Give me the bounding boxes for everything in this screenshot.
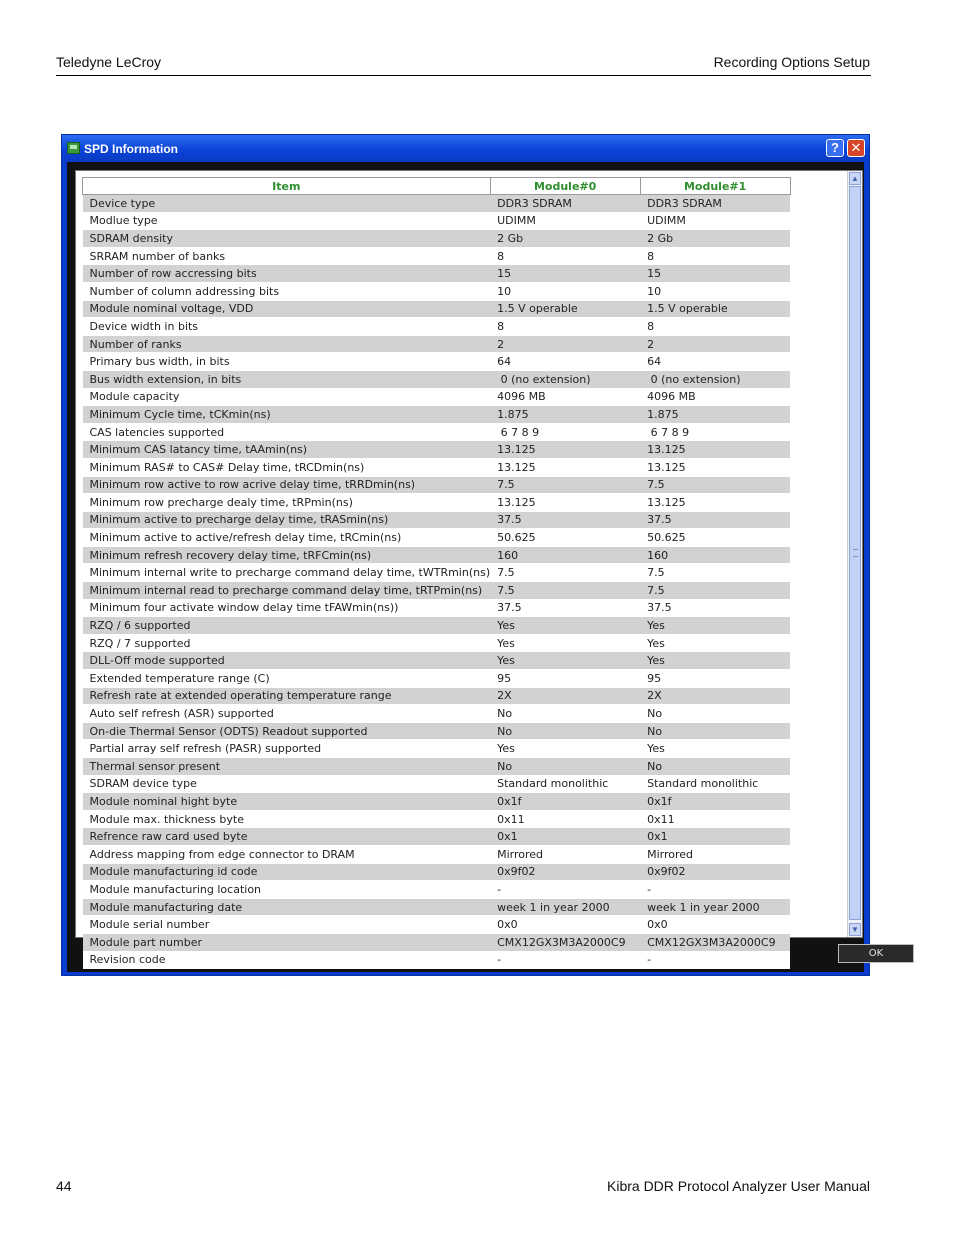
table-row[interactable] (83, 441, 791, 459)
table-row[interactable] (83, 546, 791, 564)
help-button[interactable]: ? (826, 139, 844, 157)
spd-information-dialog (61, 134, 884, 976)
row-module0-cell: 13.125 (490, 458, 640, 476)
page-header-left: Teledyne LeCroy (56, 54, 162, 70)
row-module0-cell: 8 (490, 318, 640, 336)
row-item-cell: Device type (83, 195, 491, 213)
row-item-cell: Address mapping from edge connector to DRAM (83, 845, 491, 863)
row-module0-cell: week 1 in year 2000 (490, 898, 640, 916)
table-row[interactable] (83, 722, 791, 740)
row-module0-cell: 1.5 V operable (490, 300, 640, 318)
table-row[interactable] (83, 318, 791, 336)
row-module0-cell: 0x0 (490, 916, 640, 934)
row-item-cell: Minimum RAS# to CAS# Delay time, tRCDmin(ns) (83, 458, 491, 476)
row-module1-cell: 0x1f (640, 793, 790, 811)
row-module0-cell: Yes (490, 634, 640, 652)
row-module0-cell: 0x9f02 (490, 863, 640, 881)
row-item-cell: DLL-Off mode supported (83, 652, 491, 670)
row-item-cell: Minimum row precharge dealy time, tRPmin(ns) (83, 494, 491, 512)
table-row[interactable] (83, 687, 791, 705)
row-module1-cell: 1.5 V operable (640, 300, 790, 318)
ok-button[interactable]: OK (838, 944, 914, 963)
row-item-cell: Module serial number (83, 916, 491, 934)
row-module0-cell: 0x1f (490, 793, 640, 811)
table-row[interactable] (83, 845, 791, 863)
dialog-title: SPD Information (84, 142, 179, 156)
row-item-cell: SDRAM device type (83, 775, 491, 793)
row-module1-cell: 6 7 8 9 (640, 423, 790, 441)
row-item-cell: Refrence raw card used byte (83, 828, 491, 846)
row-item-cell: CAS latencies supported (83, 423, 491, 441)
table-row[interactable] (83, 793, 791, 811)
row-module0-cell: DDR3 SDRAM (490, 195, 640, 213)
row-module1-cell: 13.125 (640, 441, 790, 459)
table-row[interactable] (83, 388, 791, 406)
table-row[interactable] (83, 828, 791, 846)
row-module1-cell: 13.125 (640, 494, 790, 512)
table-row[interactable] (83, 740, 791, 758)
row-module0-cell: No (490, 722, 640, 740)
row-item-cell: Primary bus width, in bits (83, 353, 491, 371)
row-module1-cell: 7.5 (640, 476, 790, 494)
table-row[interactable] (83, 652, 791, 670)
row-module1-cell: 2X (640, 687, 790, 705)
row-module1-cell: - (640, 881, 790, 899)
row-module1-cell: No (640, 758, 790, 776)
table-row[interactable] (83, 353, 791, 371)
scroll-down-arrow-icon[interactable]: ▼ (849, 923, 861, 936)
column-header-module0[interactable]: Module#0 (490, 178, 640, 195)
row-module1-cell: 10 (640, 282, 790, 300)
row-item-cell: Number of ranks (83, 335, 491, 353)
row-module0-cell: 2X (490, 687, 640, 705)
row-module0-cell: - (490, 881, 640, 899)
row-item-cell: Bus width extension, in bits (83, 370, 491, 388)
row-module1-cell: 0x0 (640, 916, 790, 934)
row-item-cell: Minimum active to precharge delay time, tRASmin(ns) (83, 511, 491, 529)
row-item-cell: RZQ / 7 supported (83, 634, 491, 652)
row-module1-cell: UDIMM (640, 212, 790, 230)
row-module1-cell: Standard monolithic (640, 775, 790, 793)
row-item-cell: Extended temperature range (C) (83, 670, 491, 688)
row-module0-cell: Standard monolithic (490, 775, 640, 793)
table-row[interactable] (83, 758, 791, 776)
row-item-cell: Modlue type (83, 212, 491, 230)
row-item-cell: Module nominal hight byte (83, 793, 491, 811)
table-row[interactable] (83, 933, 791, 951)
row-item-cell: SDRAM density (83, 230, 491, 248)
row-module1-cell: 2 (640, 335, 790, 353)
row-module0-cell: 13.125 (490, 494, 640, 512)
row-module0-cell: 64 (490, 353, 640, 371)
row-module1-cell: Yes (640, 740, 790, 758)
table-row[interactable] (83, 617, 791, 635)
table-row[interactable] (83, 458, 791, 476)
table-row[interactable] (83, 195, 791, 213)
row-module1-cell: 64 (640, 353, 790, 371)
row-module0-cell: 37.5 (490, 511, 640, 529)
row-module0-cell: 6 7 8 9 (490, 423, 640, 441)
row-module1-cell: 7.5 (640, 582, 790, 600)
row-item-cell: Minimum CAS latancy time, tAAmin(ns) (83, 441, 491, 459)
table-row[interactable] (83, 282, 791, 300)
row-module1-cell: 2 Gb (640, 230, 790, 248)
table-row[interactable] (83, 775, 791, 793)
row-module0-cell: 4096 MB (490, 388, 640, 406)
row-item-cell: Partial array self refresh (PASR) supported (83, 740, 491, 758)
row-item-cell: Module max. thickness byte (83, 810, 491, 828)
table-row[interactable] (83, 511, 791, 529)
row-item-cell: Number of row accressing bits (83, 265, 491, 283)
row-item-cell: Minimum refresh recovery delay time, tRFCmin(ns) (83, 546, 491, 564)
scroll-up-arrow-icon[interactable]: ▲ (849, 172, 861, 185)
table-row[interactable] (83, 951, 791, 969)
row-item-cell: Minimum Cycle time, tCKmin(ns) (83, 406, 491, 424)
row-module0-cell: Yes (490, 740, 640, 758)
row-item-cell: Module capacity (83, 388, 491, 406)
row-module0-cell: 37.5 (490, 599, 640, 617)
row-module1-cell: No (640, 705, 790, 723)
row-module1-cell: week 1 in year 2000 (640, 898, 790, 916)
spd-table (82, 177, 791, 969)
column-header-module1[interactable]: Module#1 (640, 178, 790, 195)
row-module1-cell: 1.875 (640, 406, 790, 424)
row-item-cell: Refresh rate at extended operating temperature range (83, 687, 491, 705)
row-module0-cell: No (490, 758, 640, 776)
row-item-cell: Thermal sensor present (83, 758, 491, 776)
row-module0-cell: 8 (490, 247, 640, 265)
table-row[interactable] (83, 476, 791, 494)
row-module1-cell: 13.125 (640, 458, 790, 476)
row-module0-cell: 160 (490, 546, 640, 564)
table-row[interactable] (83, 406, 791, 424)
table-row[interactable] (83, 300, 791, 318)
table-row[interactable] (83, 599, 791, 617)
row-module1-cell: DDR3 SDRAM (640, 195, 790, 213)
table-row[interactable] (83, 881, 791, 899)
row-module0-cell: 0x11 (490, 810, 640, 828)
table-row[interactable] (83, 247, 791, 265)
app-icon (67, 142, 80, 154)
row-module1-cell: 37.5 (640, 511, 790, 529)
table-row[interactable] (83, 810, 791, 828)
table-row[interactable] (83, 335, 791, 353)
table-row[interactable] (83, 370, 791, 388)
row-module0-cell: 0 (no extension) (490, 370, 640, 388)
row-module0-cell: 95 (490, 670, 640, 688)
row-item-cell: Module nominal voltage, VDD (83, 300, 491, 318)
row-module1-cell: 95 (640, 670, 790, 688)
vertical-scrollbar[interactable] (847, 171, 862, 937)
row-module0-cell: 10 (490, 282, 640, 300)
table-row[interactable] (83, 529, 791, 547)
row-module1-cell: 37.5 (640, 599, 790, 617)
row-module0-cell: No (490, 705, 640, 723)
row-item-cell: RZQ / 6 supported (83, 617, 491, 635)
row-item-cell: Auto self refresh (ASR) supported (83, 705, 491, 723)
row-item-cell: Revision code (83, 951, 491, 969)
row-module0-cell: 1.875 (490, 406, 640, 424)
row-item-cell: Minimum internal write to precharge command delay time, tWTRmin(ns) (83, 564, 491, 582)
row-item-cell: Module part number (83, 933, 491, 951)
row-module0-cell: 2 (490, 335, 640, 353)
table-row[interactable] (83, 564, 791, 582)
row-module1-cell: 7.5 (640, 564, 790, 582)
row-item-cell: Device width in bits (83, 318, 491, 336)
table-header-row (83, 178, 791, 195)
table-row[interactable] (83, 634, 791, 652)
row-module1-cell: 0x9f02 (640, 863, 790, 881)
row-module0-cell: 13.125 (490, 441, 640, 459)
row-module1-cell: 160 (640, 546, 790, 564)
row-item-cell: SRRAM number of banks (83, 247, 491, 265)
row-module1-cell: 15 (640, 265, 790, 283)
row-module0-cell: Yes (490, 652, 640, 670)
row-module1-cell: 8 (640, 247, 790, 265)
row-module0-cell: 2 Gb (490, 230, 640, 248)
row-module0-cell: CMX12GX3M3A2000C9 (490, 933, 640, 951)
row-module1-cell: 0x1 (640, 828, 790, 846)
row-module0-cell: 7.5 (490, 564, 640, 582)
row-module1-cell: Yes (640, 652, 790, 670)
row-item-cell: Number of column addressing bits (83, 282, 491, 300)
row-module1-cell: CMX12GX3M3A2000C9 (640, 933, 790, 951)
close-button[interactable]: ✕ (847, 139, 865, 157)
row-module0-cell: 7.5 (490, 582, 640, 600)
table-row[interactable] (83, 423, 791, 441)
page-header-right: Recording Options Setup (713, 54, 870, 70)
table-row[interactable] (83, 705, 791, 723)
table-row[interactable] (83, 863, 791, 881)
footer-title: Kibra DDR Protocol Analyzer User Manual (607, 1178, 870, 1194)
dialog-client-area (67, 162, 884, 972)
row-module0-cell: Yes (490, 617, 640, 635)
row-module1-cell: Yes (640, 617, 790, 635)
row-module0-cell: UDIMM (490, 212, 640, 230)
table-row[interactable] (83, 212, 791, 230)
row-module0-cell: Mirrored (490, 845, 640, 863)
row-item-cell: On-die Thermal Sensor (ODTS) Readout supported (83, 722, 491, 740)
column-header-item[interactable]: Item (83, 178, 491, 195)
row-module1-cell: 0 (no extension) (640, 370, 790, 388)
table-row[interactable] (83, 494, 791, 512)
row-module1-cell: Yes (640, 634, 790, 652)
row-module1-cell: Mirrored (640, 845, 790, 863)
scrollbar-thumb[interactable] (849, 186, 861, 920)
row-item-cell: Module manufacturing location (83, 881, 491, 899)
table-row[interactable] (83, 898, 791, 916)
row-module1-cell: 8 (640, 318, 790, 336)
dialog-titlebar[interactable] (62, 135, 869, 161)
page-number: 44 (56, 1178, 72, 1194)
row-module0-cell: 0x1 (490, 828, 640, 846)
row-module1-cell: - (640, 951, 790, 969)
scrollbar-grip-icon (853, 549, 858, 557)
row-module0-cell: 7.5 (490, 476, 640, 494)
row-item-cell: Minimum internal read to precharge command delay time, tRTPmin(ns) (83, 582, 491, 600)
table-row[interactable] (83, 670, 791, 688)
row-item-cell: Module manufacturing id code (83, 863, 491, 881)
spd-table-panel (75, 170, 863, 967)
row-module0-cell: 50.625 (490, 529, 640, 547)
row-item-cell: Minimum active to active/refresh delay time, tRCmin(ns) (83, 529, 491, 547)
row-module0-cell: - (490, 951, 640, 969)
row-module0-cell: 15 (490, 265, 640, 283)
row-module1-cell: 4096 MB (640, 388, 790, 406)
row-module1-cell: 0x11 (640, 810, 790, 828)
table-row[interactable] (83, 265, 791, 283)
header-divider (56, 75, 871, 76)
row-item-cell: Module manufacturing date (83, 898, 491, 916)
row-item-cell: Minimum four activate window delay time tFAWmin(ns)) (83, 599, 491, 617)
row-module1-cell: 50.625 (640, 529, 790, 547)
table-row[interactable] (83, 230, 791, 248)
row-module1-cell: No (640, 722, 790, 740)
table-row[interactable] (83, 916, 791, 934)
row-item-cell: Minimum row active to row acrive delay time, tRRDmin(ns) (83, 476, 491, 494)
table-row[interactable] (83, 582, 791, 600)
